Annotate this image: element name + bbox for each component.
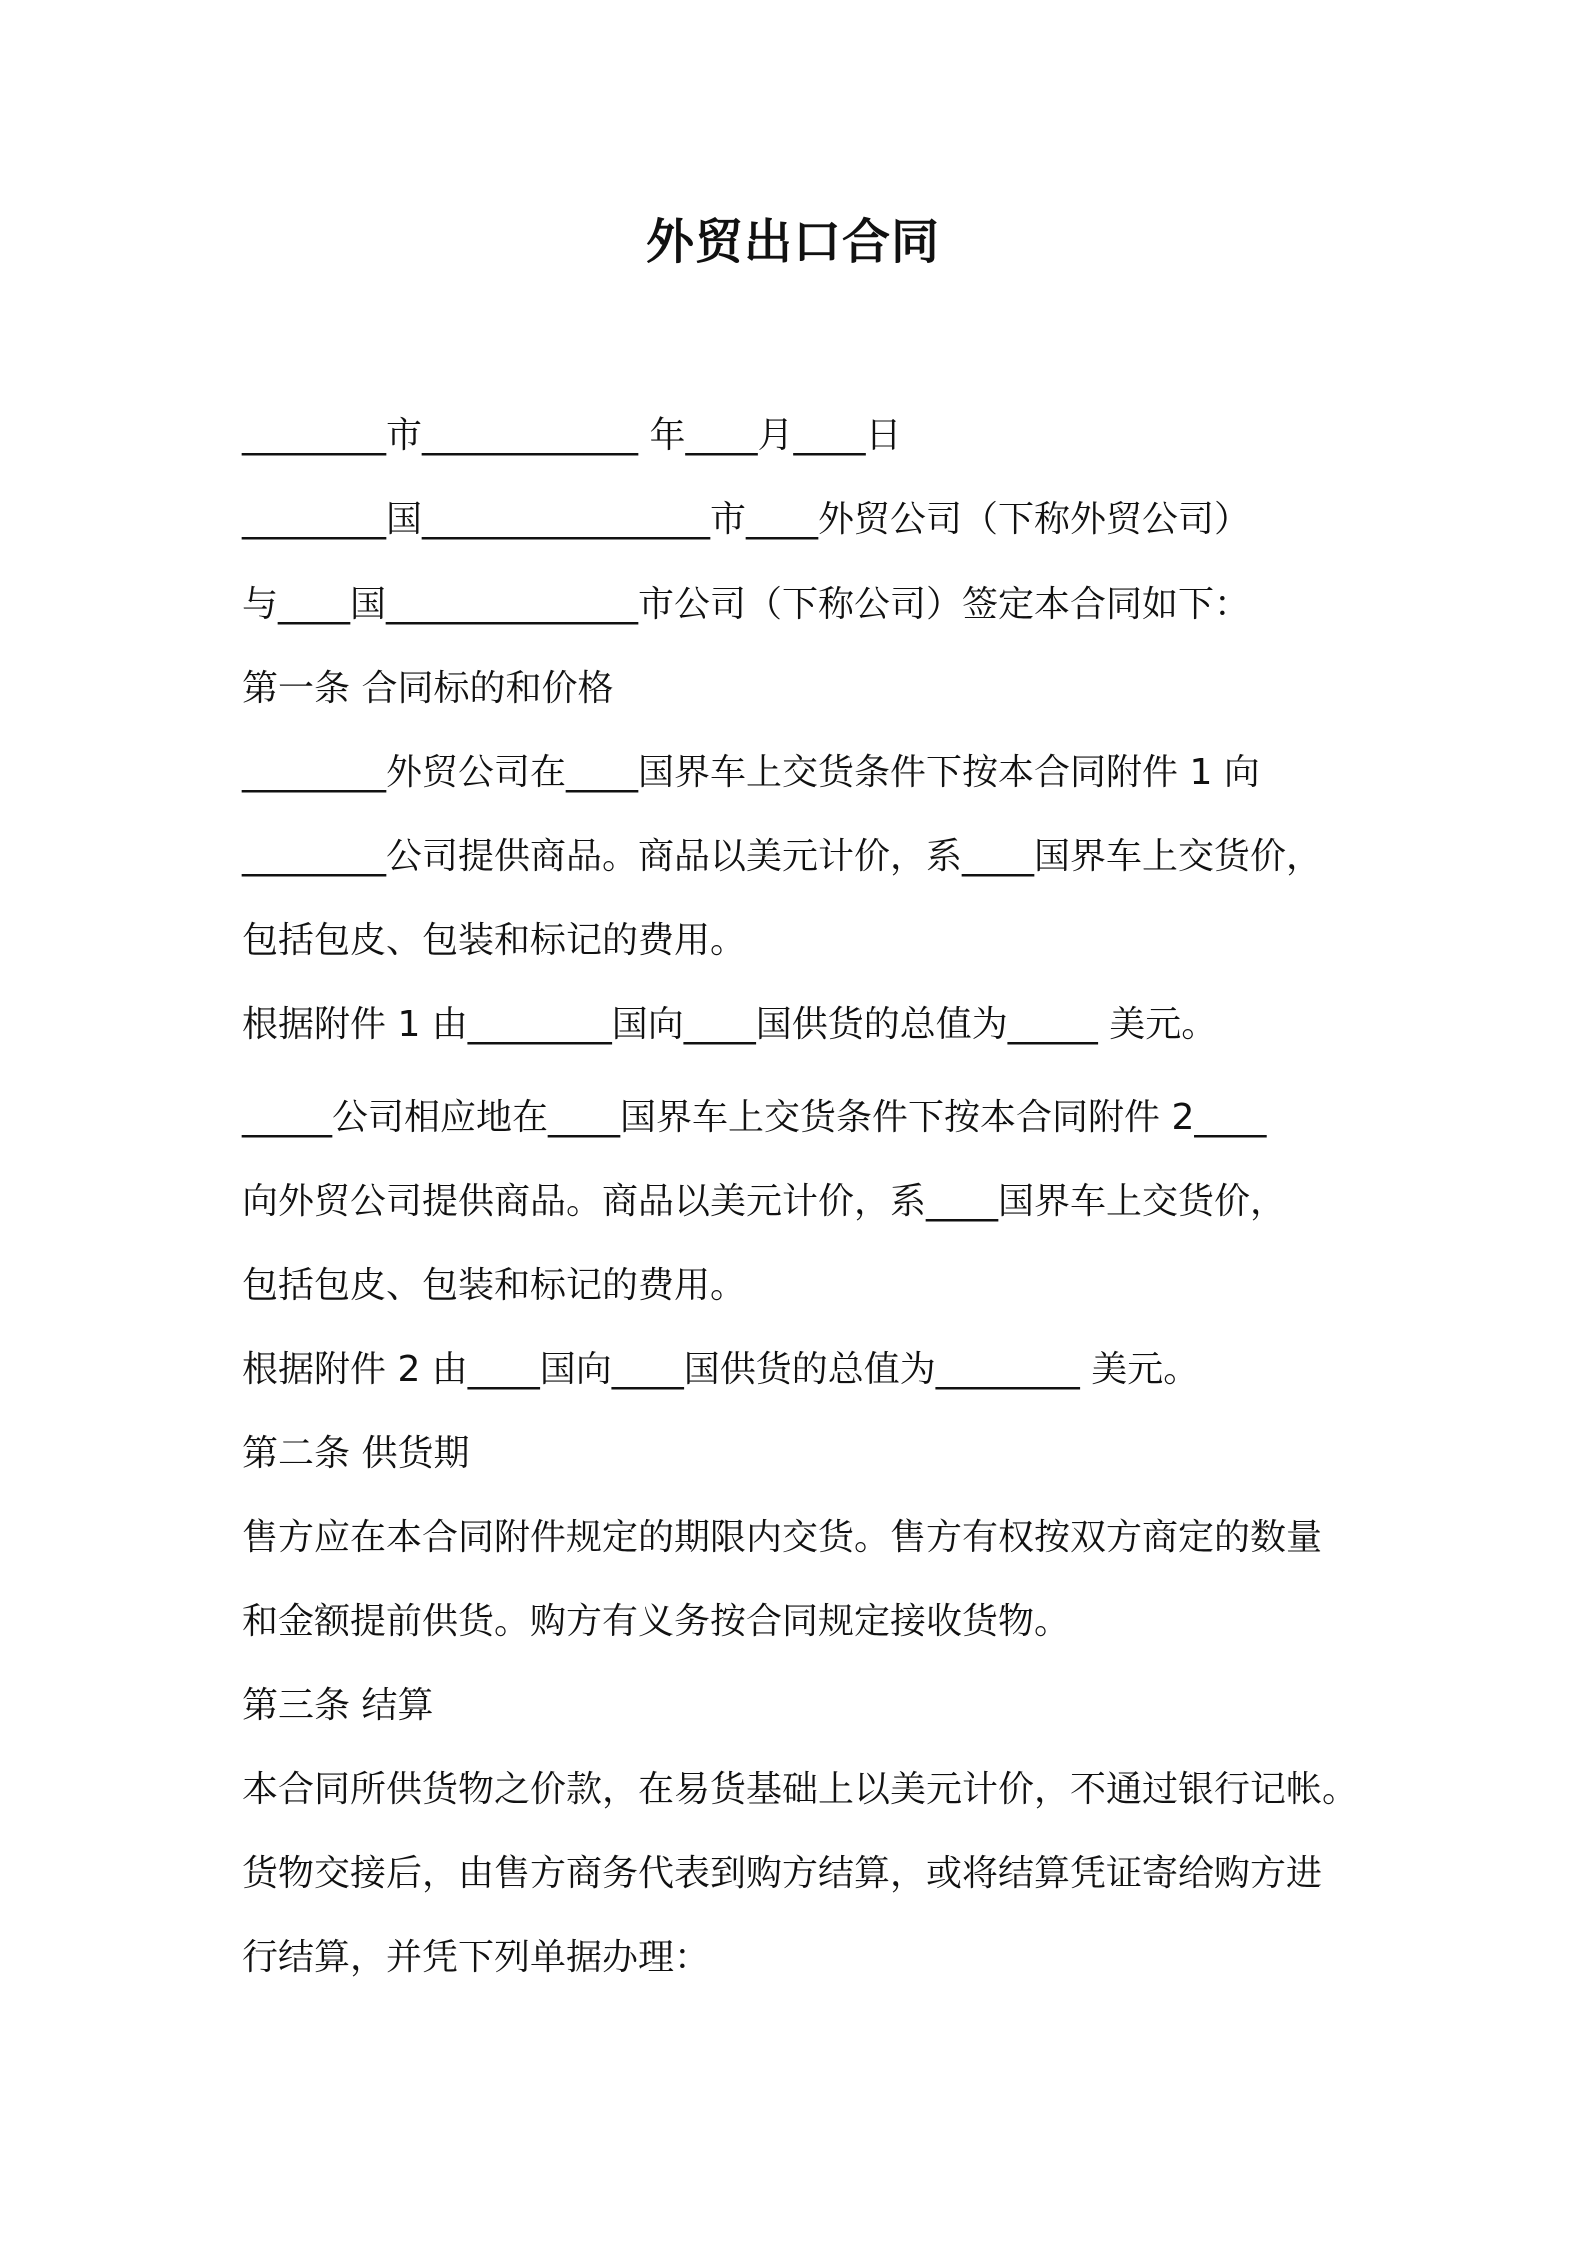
article-1-total-line: 根据附件 1 由________国向____国供货的总值为_____ 美元。 (242, 1004, 1218, 1045)
article-1-total-line: 根据附件 2 由____国向____国供货的总值为________ 美元。 (242, 1349, 1200, 1390)
article-2-paragraph-line: 和金额提前供货。购方有义务按合同规定接收货物。 (242, 1601, 1071, 1642)
article-1-paragraph-line: 向外贸公司提供商品。商品以美元计价，系____国界车上交货价， (242, 1181, 1287, 1222)
article-1-paragraph-line: 包括包皮、包装和标记的费用。 (242, 920, 747, 961)
article-1-heading: 第一条 合同标的和价格 (242, 668, 614, 709)
contract-place-date-line: ________市____________ 年____月____日 (242, 415, 902, 456)
article-1-paragraph-line: _____公司相应地在____国界车上交货条件下按本合同附件 2____ (242, 1097, 1267, 1138)
article-3-heading: 第三条 结算 (242, 1685, 434, 1726)
document-title: 外贸出口合同 (645, 214, 940, 270)
article-2-heading: 第二条 供货期 (242, 1433, 470, 1474)
party-a-line: ________国________________市____外贸公司（下称外贸公司） (242, 499, 1251, 540)
party-b-line: 与____国______________市公司（下称公司）签定本合同如下： (242, 584, 1251, 625)
article-3-paragraph-line: 货物交接后，由售方商务代表到购方结算，或将结算凭证寄给购方进 (242, 1853, 1323, 1894)
article-1-paragraph-line: ________公司提供商品。商品以美元计价，系____国界车上交货价， (242, 836, 1323, 877)
article-3-paragraph-line: 本合同所供货物之价款，在易货基础上以美元计价，不通过银行记帐。 (242, 1769, 1359, 1810)
article-1-paragraph-line: ________外贸公司在____国界车上交货条件下按本合同附件 1 向 (242, 752, 1260, 793)
article-3-paragraph-line: 行结算，并凭下列单据办理： (242, 1937, 711, 1978)
article-1-paragraph-line: 包括包皮、包装和标记的费用。 (242, 1265, 747, 1306)
article-2-paragraph-line: 售方应在本合同附件规定的期限内交货。售方有权按双方商定的数量 (242, 1517, 1323, 1558)
